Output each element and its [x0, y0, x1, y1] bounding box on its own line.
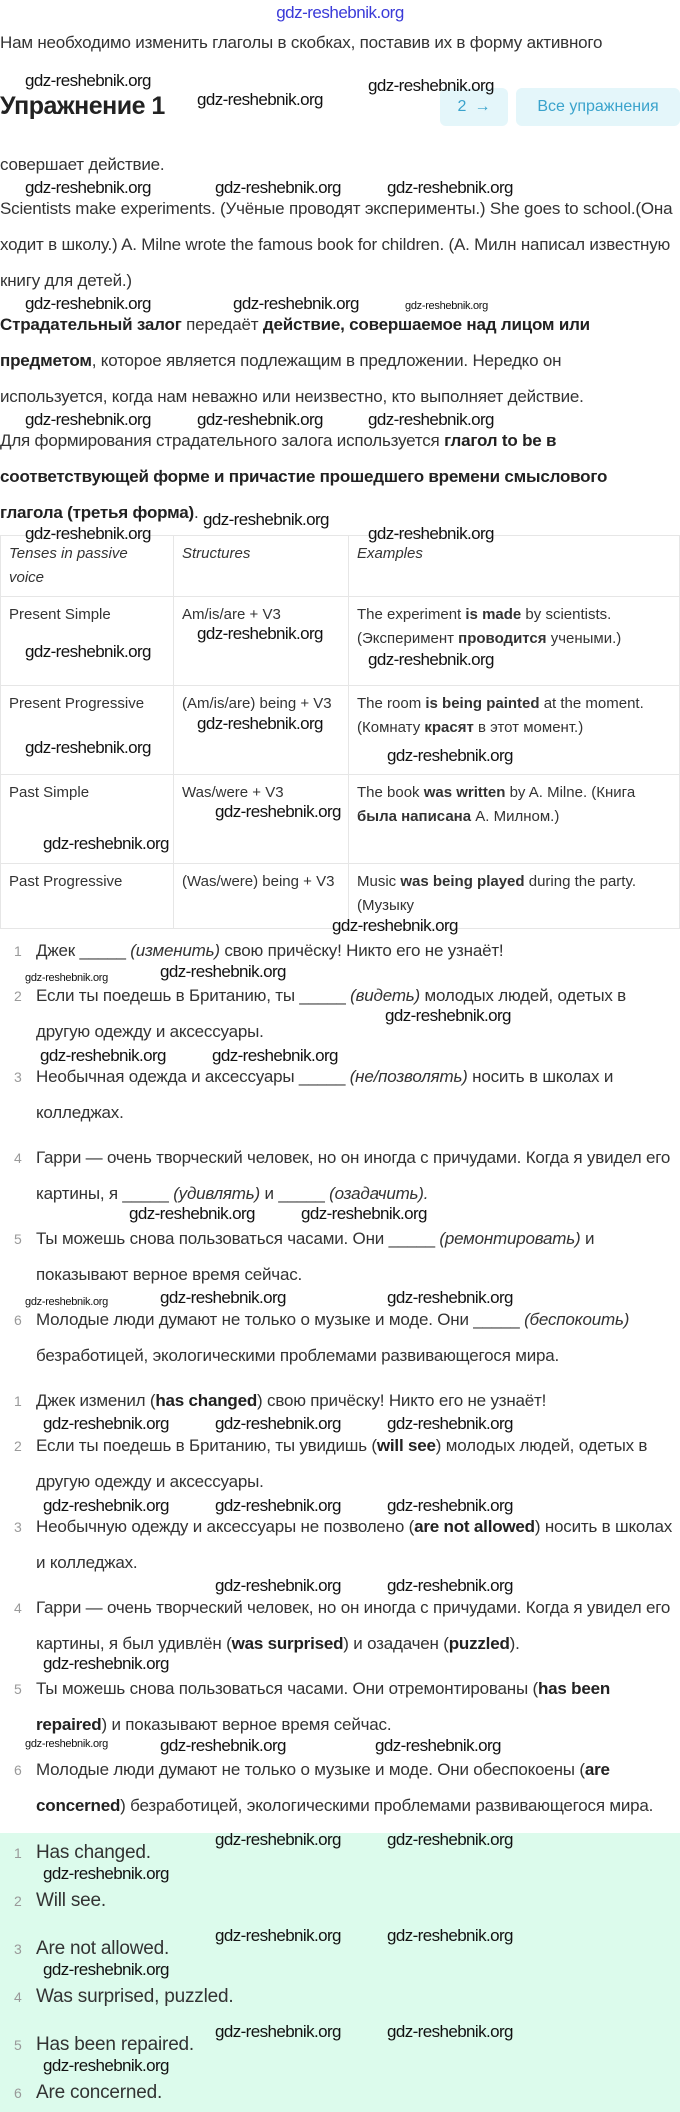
item-number: 1: [14, 943, 22, 959]
italic-text: (видеть): [350, 986, 420, 1005]
text: Music: [357, 873, 401, 890]
text: Необычная одежда и аксессуары _____: [36, 1067, 350, 1086]
bold-text: действие, совершаемое над лицом или предметом: [0, 315, 590, 370]
text: The experiment: [357, 606, 466, 623]
italic-text: (озадачить).: [329, 1184, 429, 1203]
text: Ты можешь снова пользоваться часами. Они отремонтированы (: [36, 1679, 538, 1698]
all-exercises-label: Все упражнения: [537, 98, 659, 115]
text: Scientists make experiments. (Учёные проводят эксперименты.) She goes to school.(Она ходит в школу.) A. Milne wrote the famous book for children. (А. Милн написал известную книгу для детей.): [0, 199, 673, 290]
list-item: [0, 978, 680, 1050]
text: during the party. (Музыку: [357, 873, 637, 914]
text: Гарри — очень творческий человек, но он иногда с причудами. Когда я увидел его картины, я _____: [36, 1148, 671, 1203]
example-cell: [349, 775, 680, 864]
watermark: gdz-reshebnik.org: [25, 410, 151, 429]
list-item: [0, 1140, 680, 1212]
list-item: [0, 933, 680, 969]
watermark: gdz-reshebnik.org: [25, 294, 151, 313]
passive-voice-table: [0, 535, 680, 929]
text: Джек изменил (: [36, 1391, 156, 1410]
text: и _____: [259, 1184, 330, 1203]
page-title: Упражнение 1: [0, 92, 165, 120]
item-number: 2: [14, 1438, 22, 1454]
bold-text: is made: [465, 606, 522, 623]
structure-cell: (Was/were) being + V3: [174, 864, 349, 929]
watermark: gdz-reshebnik.org: [215, 2022, 341, 2041]
table-row: [1, 686, 680, 775]
text: Если ты поедешь в Британию, ты увидишь (: [36, 1436, 377, 1455]
text: by A. Milne. (Книга: [505, 784, 636, 801]
watermark: gdz-reshebnik.org: [43, 1414, 169, 1433]
watermark: gdz-reshebnik.org: [387, 1576, 513, 1595]
item-number: 5: [14, 1681, 22, 1697]
example-cell: [349, 597, 680, 686]
text: ).: [509, 1634, 520, 1653]
text: Гарри — очень творческий человек, но он иногда с причудами. Когда я увидел его картины, я был удивлён (: [36, 1598, 671, 1653]
intro-text: Нам необходимо изменить глаголы в скобках, поставив их в форму активного: [0, 33, 603, 52]
bold-text: красят: [424, 719, 474, 736]
watermark: gdz-reshebnik.org: [40, 1046, 166, 1065]
text: .: [194, 503, 199, 522]
tense-cell: Past Simple: [1, 775, 174, 864]
text: Для формирования страдательного залога используется: [0, 431, 445, 450]
all-exercises-button[interactable]: [516, 88, 680, 126]
watermark: gdz-reshebnik.org: [368, 410, 494, 429]
answer-text: Will see.: [36, 1890, 106, 1911]
text: А. Милном.): [471, 808, 560, 825]
watermark: gdz-reshebnik.org: [385, 1006, 511, 1025]
tense-cell: Past Progressive: [1, 864, 174, 929]
item-number: 5: [14, 1231, 22, 1247]
list-item: [0, 1752, 680, 1824]
item-number: 4: [14, 1150, 22, 1166]
next-exercise-label: 2: [457, 98, 467, 115]
watermark: gdz-reshebnik.org: [197, 90, 323, 109]
watermark: gdz-reshebnik.org: [197, 410, 323, 429]
paragraph: [0, 423, 670, 531]
text: Молодые люди думают не только о музыке и моде. Они обеспокоены (: [36, 1760, 585, 1779]
text: ) и показывают верное время сейчас.: [101, 1715, 392, 1734]
watermark: gdz-reshebnik.org: [25, 738, 151, 757]
bold-text: проводится: [458, 630, 547, 647]
item-number: 6: [14, 1312, 22, 1328]
watermark: gdz-reshebnik.org: [25, 1738, 108, 1750]
bold-text: was surprised: [231, 1634, 344, 1653]
example-cell: [349, 864, 680, 929]
list-item: [0, 1883, 680, 1919]
watermark: gdz-reshebnik.org: [25, 524, 151, 543]
watermark: gdz-reshebnik.org: [160, 962, 286, 981]
text: , которое является подлежащим в предложении. Нередко он используется, когда нам неважно или неизвестно, кто выполняет действие.: [0, 351, 584, 406]
text: ) безработицей, экологическими проблемами развивающегося мира.: [120, 1796, 654, 1815]
watermark: gdz-reshebnik.org: [368, 650, 494, 669]
bold-text: are not allowed: [414, 1517, 535, 1536]
answer-text: Was surprised, puzzled.: [36, 1986, 234, 2007]
list-item: [0, 2075, 680, 2111]
solution-list: [0, 1383, 680, 1824]
column-header: Tenses in passive voice: [1, 536, 174, 597]
watermark: gdz-reshebnik.org: [233, 294, 359, 313]
watermark: gdz-reshebnik.org: [387, 178, 513, 197]
text: совершает действие.: [0, 155, 165, 174]
watermark: gdz-reshebnik.org: [25, 1296, 108, 1308]
bold-text: is being painted: [425, 695, 540, 712]
list-item: [0, 1302, 680, 1374]
bold-text: была написана: [357, 808, 472, 825]
item-number: 2: [14, 1893, 22, 1909]
exercise-header: [0, 86, 680, 130]
list-item: [0, 1509, 680, 1581]
bold-text: has changed: [155, 1391, 258, 1410]
structure-cell: (Am/is/are) being + V3: [174, 686, 349, 775]
bold-text: was written: [423, 784, 506, 801]
watermark: gdz-reshebnik.org: [215, 802, 341, 821]
watermark: gdz-reshebnik.org: [43, 1864, 169, 1883]
watermark: gdz-reshebnik.org: [215, 178, 341, 197]
watermark: gdz-reshebnik.org: [43, 1654, 169, 1673]
text: Если ты поедешь в Британию, ты _____: [36, 986, 351, 1005]
answer-text: Has changed.: [36, 1842, 151, 1863]
bold-text: are concerned: [36, 1760, 610, 1815]
bold-text: Страдательный залог: [0, 315, 182, 334]
list-item: [0, 1383, 680, 1419]
italic-text: (удивлять): [173, 1184, 260, 1203]
watermark: gdz-reshebnik.org: [301, 1204, 427, 1223]
item-number: 3: [14, 1069, 22, 1085]
watermark: gdz-reshebnik.org: [25, 178, 151, 197]
watermark: gdz-reshebnik.org: [212, 1046, 338, 1065]
text: безработицей, экологическими проблемами развивающегося мира.: [36, 1346, 560, 1365]
text: ) свою причёску! Никто его не узнаёт!: [257, 1391, 547, 1410]
list-item: [0, 1059, 680, 1131]
watermark: gdz-reshebnik.org: [405, 300, 488, 312]
watermark: gdz-reshebnik.org: [197, 714, 323, 733]
text: учеными.): [546, 630, 622, 647]
arrow-right-icon: →: [474, 98, 491, 115]
site-link[interactable]: gdz-reshebnik.org: [276, 3, 404, 22]
text: Джек _____: [36, 941, 131, 960]
example-cell: [349, 686, 680, 775]
watermark: gdz-reshebnik.org: [387, 1414, 513, 1433]
text: и показывают верное время сейчас.: [36, 1229, 595, 1284]
answers-panel: [0, 1833, 680, 2112]
table-header-row: [1, 536, 680, 597]
watermark: gdz-reshebnik.org: [203, 510, 329, 529]
paragraph: [0, 147, 680, 183]
watermark: gdz-reshebnik.org: [43, 2056, 169, 2075]
list-item: [0, 1931, 680, 1967]
watermark: gdz-reshebnik.org: [43, 1960, 169, 1979]
next-exercise-button[interactable]: [440, 88, 508, 126]
text: Молодые люди думают не только о музыке и моде. Они _____: [36, 1310, 525, 1329]
italic-text: (изменить): [130, 941, 220, 960]
watermark: gdz-reshebnik.org: [43, 1496, 169, 1515]
column-header: Structures: [174, 536, 349, 597]
tense-cell: Present Progressive: [1, 686, 174, 775]
table-row: [1, 864, 680, 929]
list-item: [0, 1671, 680, 1743]
text: Необычную одежду и аксессуары не позволено (: [36, 1517, 415, 1536]
text: by scientists. (Эксперимент: [357, 606, 612, 647]
answer-text: Has been repaired.: [36, 2034, 195, 2055]
item-number: 3: [14, 1941, 22, 1957]
column-header: Examples: [349, 536, 680, 597]
watermark: gdz-reshebnik.org: [215, 1414, 341, 1433]
watermark: gdz-reshebnik.org: [215, 1830, 341, 1849]
watermark: gdz-reshebnik.org: [215, 1576, 341, 1595]
watermark: gdz-reshebnik.org: [387, 746, 513, 765]
text: at the moment. (Комнату: [357, 695, 644, 736]
watermark: gdz-reshebnik.org: [387, 1926, 513, 1945]
text: The room: [357, 695, 426, 712]
watermark: gdz-reshebnik.org: [387, 2022, 513, 2041]
structure-cell: Am/is/are + V3: [174, 597, 349, 686]
watermark: gdz-reshebnik.org: [387, 1830, 513, 1849]
watermark: gdz-reshebnik.org: [129, 1204, 255, 1223]
watermark: gdz-reshebnik.org: [332, 916, 458, 935]
watermark: gdz-reshebnik.org: [387, 1288, 513, 1307]
text: носить в школах и колледжах.: [36, 1067, 614, 1122]
watermark: gdz-reshebnik.org: [25, 642, 151, 661]
bold-text: was being played: [400, 873, 525, 890]
item-number: 1: [14, 1845, 22, 1861]
item-number: 5: [14, 2037, 22, 2053]
item-number: 4: [14, 1989, 22, 2005]
bold-text: puzzled: [448, 1634, 510, 1653]
watermark: gdz-reshebnik.org: [215, 1496, 341, 1515]
text: молодых людей, одетых в другую одежду и аксессуары.: [36, 986, 626, 1041]
paragraph: [0, 191, 675, 299]
text: Ты можешь снова пользоваться часами. Они _____: [36, 1229, 440, 1248]
italic-text: (ремонтировать): [439, 1229, 581, 1248]
bold-text: has been repaired: [36, 1679, 611, 1734]
tense-cell: Present Simple: [1, 597, 174, 686]
italic-text: (не/позволять): [349, 1067, 468, 1086]
text: The book: [357, 784, 424, 801]
list-item: [0, 1428, 680, 1500]
item-number: 1: [14, 1393, 22, 1409]
italic-text: (беспокоить): [524, 1310, 630, 1329]
list-item: [0, 2027, 680, 2063]
paragraph: [0, 307, 660, 415]
watermark: gdz-reshebnik.org: [387, 1496, 513, 1515]
watermark: gdz-reshebnik.org: [25, 972, 108, 984]
text: передаёт: [181, 315, 263, 334]
bold-text: глагол to be в соответствующей форме и причастие прошедшего времени смыслового глагола (третья форма): [0, 431, 608, 522]
item-number: 6: [14, 2085, 22, 2101]
watermark: gdz-reshebnik.org: [375, 1736, 501, 1755]
list-item: [0, 1221, 680, 1293]
structure-cell: Was/were + V3: [174, 775, 349, 864]
watermark: gdz-reshebnik.org: [160, 1288, 286, 1307]
text: в этот момент.): [473, 719, 584, 736]
list-item: [0, 1979, 680, 2015]
watermark: gdz-reshebnik.org: [368, 76, 494, 95]
watermark: gdz-reshebnik.org: [25, 71, 151, 90]
watermark: gdz-reshebnik.org: [160, 1736, 286, 1755]
text: ) носить в школах и колледжах.: [36, 1517, 673, 1572]
watermark: gdz-reshebnik.org: [197, 624, 323, 643]
text: ) и озадачен (: [343, 1634, 449, 1653]
item-number: 3: [14, 1519, 22, 1535]
task-list: [0, 933, 680, 1374]
watermark: gdz-reshebnik.org: [215, 1926, 341, 1945]
list-item: [0, 1835, 680, 1871]
answer-text: Are concerned.: [36, 2082, 163, 2103]
item-number: 6: [14, 1762, 22, 1778]
watermark: gdz-reshebnik.org: [368, 524, 494, 543]
item-number: 2: [14, 988, 22, 1004]
text: ) молодых людей, одетых в другую одежду и аксессуары.: [36, 1436, 648, 1491]
list-item: [0, 1590, 680, 1662]
table-row: [1, 597, 680, 686]
bold-text: will see: [376, 1436, 436, 1455]
text: свою причёску! Никто его не узнаёт!: [219, 941, 504, 960]
answer-text: Are not allowed.: [36, 1938, 170, 1959]
table-row: [1, 775, 680, 864]
item-number: 4: [14, 1600, 22, 1616]
watermark: gdz-reshebnik.org: [43, 834, 169, 853]
